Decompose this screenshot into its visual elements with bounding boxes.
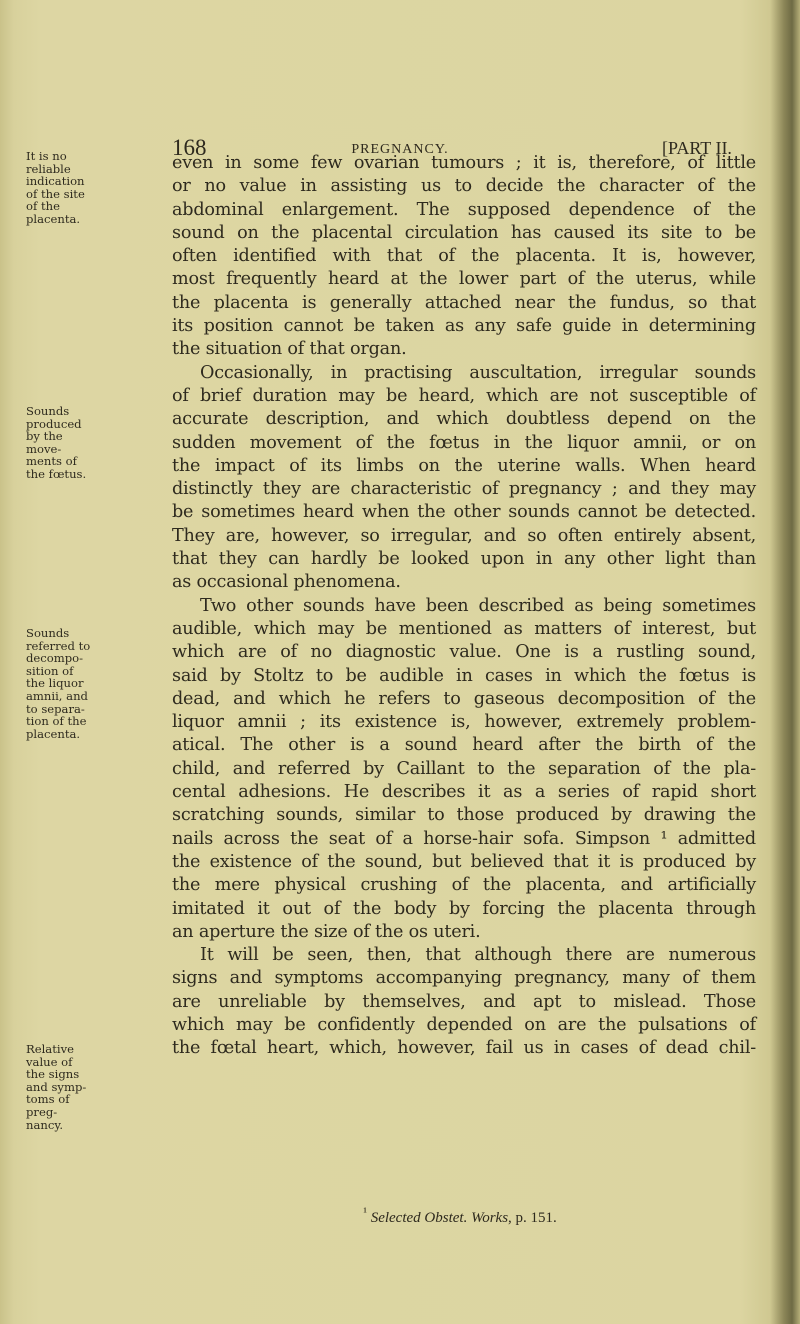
margin-note-line: the liquor bbox=[26, 676, 84, 691]
text-line: that they can hardly be looked upon in any other light than bbox=[172, 549, 756, 570]
margin-note bbox=[26, 627, 116, 740]
margin-note-line: ments of bbox=[26, 454, 77, 469]
footnote-title: Selected Obstet. Works bbox=[370, 1210, 509, 1226]
page-number: 168 bbox=[172, 135, 207, 160]
text-line: child, and referred by Caillant to the separation of the pla- bbox=[172, 758, 756, 779]
margin-note-line: to separa- bbox=[26, 701, 85, 716]
text-line: It will be seen, then, that although there are numerous bbox=[200, 945, 756, 966]
text-line: the impact of its limbs on the uterine walls. When heard bbox=[172, 455, 756, 476]
text-line: often identified with that of the placenta. It is, however, bbox=[172, 246, 756, 267]
margin-note-line: tion of the bbox=[26, 714, 87, 729]
margin-note-line: Sounds bbox=[26, 626, 70, 640]
text-line: an aperture the size of the os uteri. bbox=[172, 921, 481, 942]
text-line: are unreliable by themselves, and apt to mislead. Those bbox=[172, 991, 756, 1012]
text-line: scratching sounds, similar to those produced by drawing the bbox=[172, 805, 756, 826]
footnote-marker: ¹ bbox=[363, 1205, 367, 1219]
text-line: the existence of the sound, but believed that it is produced by bbox=[172, 851, 756, 872]
part-label: [PART II. bbox=[662, 138, 732, 158]
margin-note-line: Relative bbox=[26, 1042, 74, 1056]
margin-note-line: decompo- bbox=[26, 651, 84, 666]
text-line: sudden movement of the fœtus in the liquor amnii, or on bbox=[172, 432, 756, 453]
text-line: cental adhesions. He describes it as a series of rapid short bbox=[172, 782, 756, 803]
paragraph bbox=[172, 362, 756, 595]
margin-note-line: nancy. bbox=[26, 1117, 64, 1132]
text-line: of brief duration may be heard, which are not susceptible of bbox=[172, 385, 756, 406]
text-line: liquor amnii ; its existence is, however, extremely problem- bbox=[172, 712, 756, 733]
margin-note-line: value of bbox=[26, 1054, 73, 1069]
text-line: the placenta is generally attached near the fundus, so that bbox=[172, 292, 756, 313]
text-line: as occasional phenomena. bbox=[172, 572, 401, 593]
footnote-page: , p. 151. bbox=[508, 1210, 557, 1226]
margin-note-line: It is no bbox=[26, 149, 67, 163]
text-line: be sometimes heard when the other sounds cannot be detected. bbox=[172, 502, 756, 523]
text-line: Two other sounds have been described as being sometimes bbox=[200, 595, 756, 616]
margin-note-line: of the bbox=[26, 199, 60, 214]
text-line: signs and symptoms accompanying pregnancy, many of them bbox=[172, 968, 756, 989]
margin-note-line: and symp- bbox=[26, 1079, 87, 1094]
margin-note-line: produced bbox=[26, 416, 82, 431]
text-line: Occasionally, in practising auscultation, irregular sounds bbox=[200, 362, 756, 383]
text-line: sound on the placental circulation has caused its site to be bbox=[172, 222, 756, 243]
text-line: the fœtal heart, which, however, fail us in cases of dead chil- bbox=[172, 1038, 756, 1059]
paragraph bbox=[172, 944, 756, 1060]
margin-note-line: referred to bbox=[26, 638, 91, 653]
margin-note-line: by the bbox=[26, 429, 63, 444]
text-line: They are, however, so irregular, and so often entirely absent, bbox=[172, 525, 756, 546]
margin-note-line: of the site bbox=[26, 186, 85, 201]
text-line: even in some few ovarian tumours ; it is, therefore, of little bbox=[172, 153, 756, 173]
margin-note bbox=[26, 150, 116, 226]
text-line: the mere physical crushing of the placenta, and artificially bbox=[172, 875, 756, 896]
margin-note-line: the signs bbox=[26, 1067, 80, 1082]
margin-note-line: toms of bbox=[26, 1092, 70, 1107]
running-title: PREGNANCY. bbox=[351, 142, 449, 157]
text-line: said by Stoltz to be audible in cases in which the fœtus is bbox=[172, 665, 756, 686]
paragraph bbox=[172, 152, 756, 362]
footnote bbox=[0, 1205, 800, 1227]
text-line: audible, which may be mentioned as matters of interest, but bbox=[172, 618, 756, 639]
body-text bbox=[172, 152, 756, 1061]
margin-note bbox=[26, 1043, 116, 1131]
margin-note-line: Sounds bbox=[26, 404, 70, 418]
text-line: accurate description, and which doubtless depend on the bbox=[172, 409, 756, 430]
text-line: the situation of that organ. bbox=[172, 339, 407, 360]
margin-note-line: placenta. bbox=[26, 726, 81, 741]
text-line: abdominal enlargement. The supposed dependence of the bbox=[172, 199, 756, 220]
text-line: atical. The other is a sound heard after the birth of the bbox=[172, 735, 756, 756]
text-line: imitated it out of the body by forcing the placenta through bbox=[172, 898, 756, 919]
margin-note-line: amnii, and bbox=[26, 688, 88, 703]
margin-note-line: placenta. bbox=[26, 211, 81, 226]
margin-note-line: the fœtus. bbox=[26, 466, 87, 481]
margin-note-line: sition of bbox=[26, 663, 74, 678]
margin-note-line: indication bbox=[26, 174, 85, 189]
text-line: dead, and which he refers to gaseous decomposition of the bbox=[172, 688, 756, 709]
text-line: nails across the seat of a horse-hair sofa. Simpson ¹ admitted bbox=[172, 828, 756, 849]
text-line: distinctly they are characteristic of pregnancy ; and they may bbox=[172, 479, 756, 500]
margin-note-line: preg- bbox=[26, 1104, 58, 1119]
text-line: or no value in assisting us to decide the character of the bbox=[172, 176, 756, 197]
text-line: which are of no diagnostic value. One is a rustling sound, bbox=[172, 642, 756, 663]
paragraph bbox=[172, 595, 756, 944]
margin-note-line: move- bbox=[26, 441, 62, 456]
text-line: which may be confidently depended on are the pulsations of bbox=[172, 1014, 756, 1035]
margin-note-line: reliable bbox=[26, 161, 71, 176]
margin-note bbox=[26, 405, 116, 481]
text-line: most frequently heard at the lower part of the uterus, while bbox=[172, 269, 756, 290]
text-line: its position cannot be taken as any safe guide in determining bbox=[172, 316, 756, 337]
